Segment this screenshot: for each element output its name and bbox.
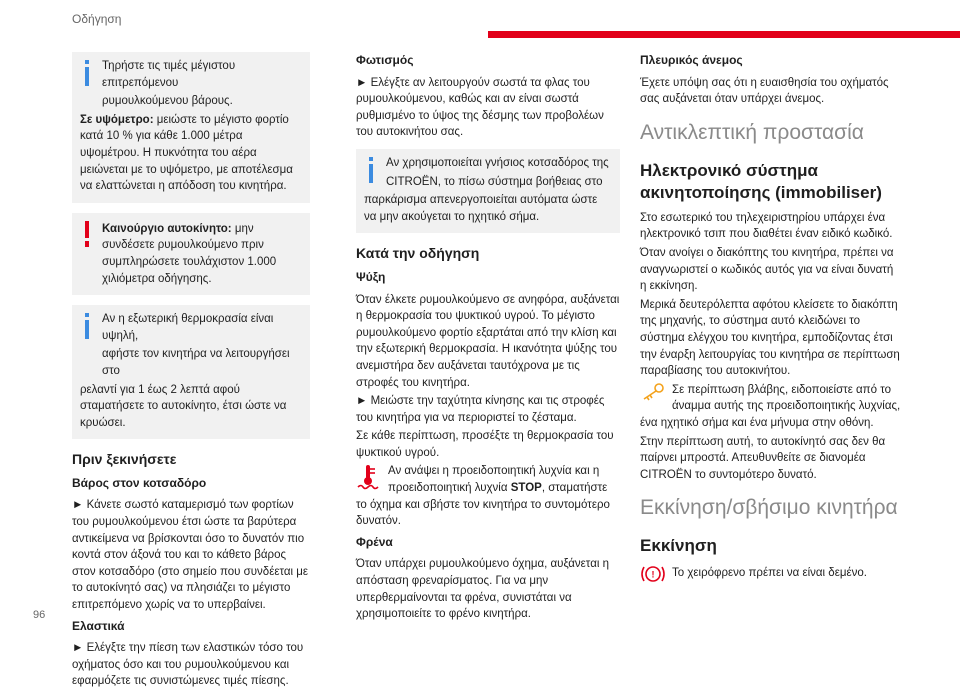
subheading-towbar-weight: Βάρος στον κοτσαδόρο (72, 475, 207, 490)
info-note-weight (72, 52, 310, 203)
heading-engine-start-stop: Εκκίνηση/σβήσιμο κινητήρα (640, 496, 898, 520)
coolant-temperature-icon (356, 463, 382, 491)
heading-immobiliser: Ηλεκτρονικό σύστημα ακινητοποίησης (immobiliser) (640, 160, 882, 202)
note-text: Αν η εξωτερική θερμοκρασία είναι υψηλή, (102, 313, 274, 342)
paragraph: Όταν έλκετε ρυμουλκούμενο σε ανηφόρα, αυξάνεται η θερμοκρασία του ψυκτικού υγρού. Το μέγιστο ρυμουλκούμενο φορτίο εξαρτάται από την κλίση και την εξωτερική θερμοκρασία. Η ικανότητα ψύξης του ανεμιστήρα δεν αυξάνεται ταυτόχρονα με τις στροφές του κινητήρα. (356, 293, 620, 389)
column-2 (356, 52, 620, 625)
note-text: CITROËN, το πίσω σύστημα βοήθειας στο (386, 175, 603, 188)
svg-text:!: ! (651, 569, 655, 580)
section-title-while-driving: Κατά την οδήγηση (356, 245, 480, 262)
header-accent-bar (488, 31, 960, 38)
note-text: Τηρήστε τις τιμές μέγιστου επιτρεπόμενου (102, 60, 236, 89)
coolant-warning-block (356, 463, 620, 529)
subheading-cooling: Ψύξη (356, 269, 386, 284)
column-3 (640, 52, 902, 585)
paragraph: Έχετε υπόψη σας ότι η ευαισθησία του οχήματός σας αυξάνεται όταν υπάρχει άνεμος. (640, 76, 889, 106)
handbrake-block (640, 563, 902, 582)
heading-anti-theft: Αντικλεπτική προστασία (640, 120, 864, 144)
paragraph: Στην περίπτωση αυτή, το αυτοκίνητό σας δεν θα παίρνει μπροστά. Απευθυνθείτε σε διανομέα CITROËN το συντομότερο δυνατό. (640, 435, 886, 481)
paragraph: ► Ελέγξτε αν λειτουργούν σωστά τα φλας του ρυμουλκούμενου, καθώς και αν είναι σωστά ρυθμισμένο το ύψος της δέσμης των προβολέων του αυτοκινήτου σας. (356, 76, 604, 139)
paragraph: Μερικά δευτερόλεπτα αφότου κλείσετε το διακόπτη της μηχανής, το σύστημα αυτό κλειδώνει το σύστημα ελέγχου του κινητήρα, εμποδίζοντας έτσι την έναρξη λειτουργίας του κινητήρα σε περίπτωση παραβίασης του αυτοκινήτου. (640, 298, 900, 378)
column-1 (72, 52, 310, 692)
note-text: αφήστε τον κινητήρα να λειτουργήσει στο (102, 348, 290, 377)
paragraph: ► Μειώστε την ταχύτητα κίνησης και τις στροφές του κινητήρα για να περιοριστεί το ζέσταμα. (356, 395, 605, 424)
note-text: ρυμουλκούμενου βάρους. (102, 95, 233, 108)
info-icon (85, 60, 89, 86)
paragraph: ► Ελέγξτε την πίεση των ελαστικών τόσο του οχήματος όσο και του ρυμουλκούμενου και εφαρμόζετε τις συνιστώμενες τιμές πίεσης. (72, 642, 304, 688)
paragraph: Αν ανάψει η προειδοποιητική λυχνία και η προειδοποιητική λυχνία STOP, σταματήστε το όχημα και σβήστε τον κινητήρα το συντομότερο δυνατόν. (356, 465, 610, 528)
running-header: Οδήγηση (72, 12, 122, 26)
note-text: ρελαντί για 1 έως 2 λεπτά αφού σταματήσετε το αυτοκίνητο, έτσι ώστε να κρυώσει. (80, 383, 287, 429)
paragraph: Όταν υπάρχει ρυμουλκούμενο όχημα, αυξάνεται η απόσταση φρεναρίσματος. Για να μην υπερθερμαίνονται τα φρένα, συνιστάται να χρησιμοποιείτε το φρένο κινητήρα. (356, 558, 609, 621)
info-note-temperature (72, 305, 310, 439)
info-icon (369, 157, 373, 183)
key-warning-icon (640, 382, 666, 402)
warning-note-new-car (72, 213, 310, 295)
paragraph: Στο εσωτερικό του τηλεχειριστηρίου υπάρχει ένα ηλεκτρονικό τσιπ που διαθέτει έναν ειδικό κωδικό. (640, 211, 893, 241)
section-title-before-start: Πριν ξεκινήσετε (72, 451, 177, 468)
page-number: 96 (33, 609, 46, 621)
immobiliser-fault-block (640, 382, 902, 432)
paragraph: Σε κάθε περίπτωση, προσέξτε τη θερμοκρασία του ψυκτικού υγρού. (356, 430, 614, 459)
warning-text: Καινούργιο αυτοκίνητο: μην συνδέσετε ρυμουλκούμενο πριν συμπληρώσετε τουλάχιστον 1.000 χιλιόμετρα οδήγησης. (102, 222, 277, 285)
note-text: παρκάρισμα απενεργοποιείται αυτόματα ώστε να μην ακούγεται το ηχητικό σήμα. (364, 194, 598, 223)
subheading-crosswind: Πλευρικός άνεμος (640, 53, 743, 67)
subheading-brakes: Φρένα (356, 534, 393, 549)
warning-icon (85, 221, 89, 247)
subheading-lighting: Φωτισμός (356, 53, 414, 67)
note-altitude: Σε υψόμετρο: μειώστε το μέγιστο φορτίο κατά 10 % για κάθε 1.000 μέτρα υψομέτρου. Η πυκνότητα του αέρα μειώνεται με το υψόμετρο, με αποτέλεσμα να ελαττώνεται η απόδοση του κινητήρα. (80, 113, 293, 193)
paragraph: Το χειρόφρενο πρέπει να είναι δεμένο. (672, 567, 867, 580)
info-icon (85, 313, 89, 339)
subheading-tyres: Ελαστικά (72, 618, 125, 633)
parking-brake-icon (640, 563, 666, 585)
info-note-parking-sensor (356, 149, 620, 233)
heading-starting: Εκκίνηση (640, 536, 717, 556)
paragraph: Σε περίπτωση βλάβης, ειδοποιείστε από το άναμμα αυτής της προειδοποιητικής λυχνίας, ένα ηχητικό σήμα και ένα μήνυμα στην οθόνη. (640, 383, 901, 429)
paragraph: Όταν ανοίγει ο διακόπτης του κινητήρα, πρέπει να αναγνωριστεί ο κωδικός αυτός για να είναι δυνατή η εκκίνηση. (640, 246, 894, 293)
note-text: Αν χρησιμοποιείται γνήσιος κοτσαδόρος της (386, 156, 609, 169)
paragraph: ► Κάνετε σωστό καταμερισμό των φορτίων του ρυμουλκούμενου έτσι ώστε τα βαρύτερα αντικείμενα να βρίσκονται όσο το δυνατόν πιο κοντά στον άξονά του και το κάθετο βάρος στον κοτσαδόρο (στο σημείο που συνδέεται με το αυτοκίνητό σας) να πλησιάζει το μέγιστο επιτρεπόμενο χωρίς να το υπερβαίνει. (72, 499, 308, 612)
